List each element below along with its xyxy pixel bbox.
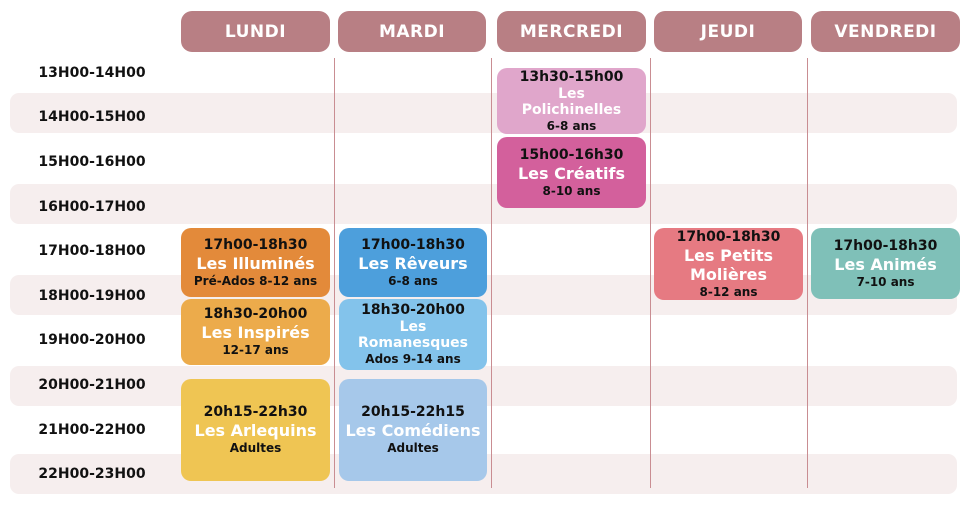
day-header-lundi: LUNDI	[181, 11, 330, 52]
class-hours: 13h30-15h00	[519, 68, 624, 85]
class-name: Les Petits Molières	[683, 245, 774, 284]
class-hours: 17h00-18h30	[676, 228, 781, 245]
class-card-creatifs[interactable]	[497, 137, 646, 208]
class-card-arlequins[interactable]	[181, 379, 330, 481]
day-header-jeudi: JEUDI	[654, 11, 802, 52]
class-age: 6-8 ans	[546, 118, 597, 133]
class-card-reveurs[interactable]	[339, 228, 487, 297]
class-age: 8-10 ans	[542, 183, 601, 198]
class-card-petits-molieres[interactable]	[654, 228, 803, 300]
class-name: Les Romanesques	[357, 319, 469, 351]
time-slot-label: 21H00-22H00	[38, 422, 146, 438]
class-card-polichinelles[interactable]	[497, 68, 646, 134]
class-name: Les Arlequins	[194, 421, 317, 440]
class-name: Les Polichinelles	[521, 85, 622, 118]
class-hours: 18h30-20h00	[361, 302, 465, 318]
time-slot-label: 17H00-18H00	[38, 243, 146, 259]
class-age: Adultes	[387, 441, 439, 455]
class-name: Les Créatifs	[517, 163, 626, 183]
class-name: Les Inspirés	[201, 323, 310, 342]
class-card-animes[interactable]	[811, 228, 960, 299]
column-divider	[650, 58, 651, 488]
time-slot-label: 13H00-14H00	[38, 65, 146, 81]
class-name: Les Animés	[834, 254, 937, 274]
time-slot-label: 20H00-21H00	[38, 377, 146, 393]
time-slot-label: 18H00-19H00	[38, 288, 146, 304]
day-header-mardi: MARDI	[338, 11, 486, 52]
time-slot-label: 16H00-17H00	[38, 199, 146, 215]
time-slot-label: 22H00-23H00	[38, 466, 146, 482]
column-divider	[807, 58, 808, 488]
time-slot-label: 19H00-20H00	[38, 332, 146, 348]
class-age: Ados 9-14 ans	[365, 352, 461, 366]
day-header-vendredi: VENDREDI	[811, 11, 960, 52]
time-slot-label: 14H00-15H00	[38, 109, 146, 125]
column-divider	[334, 58, 335, 488]
class-name: Les Comédiens	[345, 421, 481, 440]
class-age: Adultes	[229, 441, 282, 455]
class-name: Les Rêveurs	[358, 253, 468, 273]
class-age: 7-10 ans	[856, 274, 915, 289]
class-card-comediens[interactable]	[339, 379, 487, 481]
column-divider	[491, 58, 492, 488]
time-slot-label: 15H00-16H00	[38, 154, 146, 170]
class-age: 12-17 ans	[222, 343, 289, 357]
class-name: Les Illuminés	[196, 253, 315, 273]
class-age: 8-12 ans	[699, 284, 758, 299]
class-card-illumines[interactable]	[181, 228, 330, 297]
class-card-romanesques[interactable]	[339, 299, 487, 370]
class-age: Pré-Ados 8-12 ans	[193, 273, 318, 288]
class-hours: 15h00-16h30	[519, 146, 624, 163]
class-hours: 20h15-22h30	[203, 404, 308, 420]
class-hours: 20h15-22h15	[361, 404, 465, 420]
class-hours: 17h00-18h30	[203, 236, 308, 253]
class-hours: 18h30-20h00	[203, 306, 308, 322]
class-hours: 17h00-18h30	[833, 237, 938, 254]
class-hours: 17h00-18h30	[361, 236, 465, 253]
class-card-inspires[interactable]	[181, 299, 330, 365]
class-age: 6-8 ans	[388, 273, 438, 288]
day-header-mercredi: MERCREDI	[497, 11, 646, 52]
